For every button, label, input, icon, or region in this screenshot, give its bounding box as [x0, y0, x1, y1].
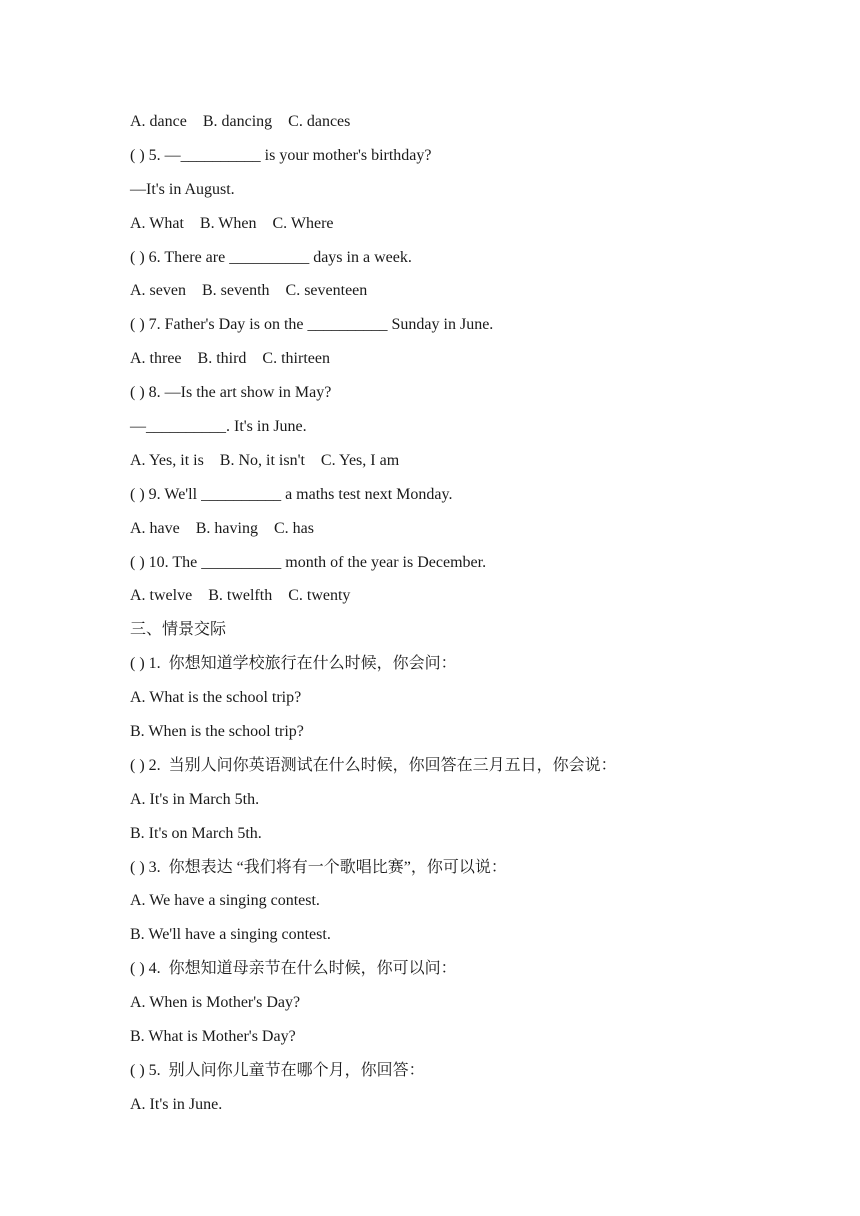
- question-10: ( ) 10. The __________ month of the year is December.: [130, 553, 487, 571]
- option-line: A. We have a singing contest.: [130, 892, 320, 910]
- section-heading: 三、情景交际: [130, 621, 227, 639]
- option-line: A. When is Mother's Day?: [130, 994, 301, 1012]
- option-line-q5: A. What B. When C. Where: [130, 214, 334, 232]
- option-line: B. We'll have a singing contest.: [130, 926, 331, 944]
- situation-question-3: ( ) 3. 你想表达 “我们将有一个歌唱比赛”，你可以说：: [130, 858, 507, 876]
- situation-question-5: ( ) 5. 别人问你儿童节在哪个月，你回答：: [130, 1061, 425, 1079]
- question-6: ( ) 6. There are __________ days in a week.: [130, 248, 412, 266]
- situation-question-1: ( ) 1. 你想知道学校旅行在什么时候，你会问：: [130, 655, 457, 673]
- option-line: B. When is the school trip?: [130, 723, 304, 741]
- option-line-q8: A. Yes, it is B. No, it isn't C. Yes, I am: [130, 451, 400, 469]
- question-7: ( ) 7. Father's Day is on the __________ Sunday in June.: [130, 316, 494, 334]
- option-line-q7: A. three B. third C. thirteen: [130, 350, 330, 368]
- option-line-q10: A. twelve B. twelfth C. twenty: [130, 587, 351, 605]
- dialogue-line: —__________. It's in June.: [130, 418, 307, 436]
- question-9: ( ) 9. We'll __________ a maths test next Monday.: [130, 485, 453, 503]
- situation-question-4: ( ) 4. 你想知道母亲节在什么时候，你可以问：: [130, 960, 457, 978]
- option-line-q4: A. dance B. dancing C. dances: [130, 113, 351, 130]
- dialogue-line: —It's in August.: [130, 180, 235, 198]
- option-line: B. It's on March 5th.: [130, 824, 262, 842]
- option-line-q6: A. seven B. seventh C. seventeen: [130, 282, 368, 300]
- option-line: A. It's in March 5th.: [130, 790, 260, 808]
- situation-question-2: ( ) 2. 当别人问你英语测试在什么时候，你回答在三月五日，你会说：: [130, 756, 617, 774]
- question-5: ( ) 5. —__________ is your mother's birthday?: [130, 146, 432, 164]
- question-8: ( ) 8. —Is the art show in May?: [130, 384, 332, 402]
- option-line: A. It's in June.: [130, 1095, 223, 1113]
- option-line-q9: A. have B. having C. has: [130, 519, 314, 537]
- option-line: A. What is the school trip?: [130, 689, 302, 707]
- document-page: [130, 108, 750, 1125]
- option-line: B. What is Mother's Day?: [130, 1028, 296, 1046]
